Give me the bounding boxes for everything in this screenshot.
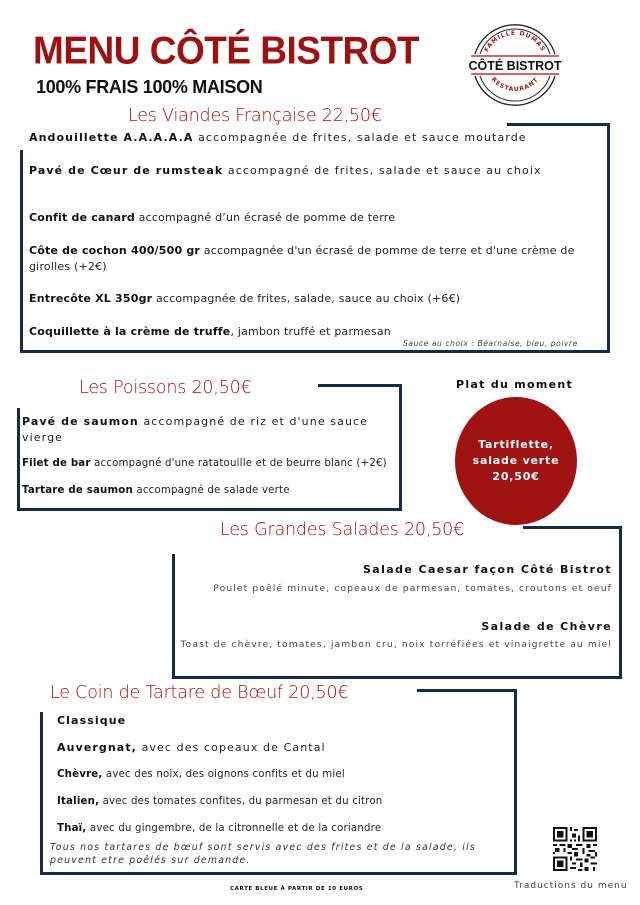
menu-item-rumsteak: Pavé de Cœur de rumsteak accompagné de frites, salade et sauce au choix	[29, 164, 542, 177]
logo-name: CÔTÉ BISTROT	[468, 59, 562, 73]
tartare-italien: Italien, avec des tomates confites, du parmesan et du citron	[57, 796, 383, 807]
payment-note: CARTE BLEUE À PARTIR DE 10 EUROS	[230, 886, 364, 892]
plat-du-moment-price: 20,50€	[492, 470, 540, 483]
plat-du-moment-label: Plat du moment	[456, 378, 574, 391]
viandes-section-title: Les Viandes Française 22,50€	[128, 106, 382, 126]
plat-du-moment-badge	[455, 397, 577, 525]
tartare-thai: Thaï, avec du gingembre, de la citronnelle et de la coriandre	[57, 823, 382, 834]
poissons-frame-top	[318, 384, 402, 387]
poissons-section-title: Les Poissons 20,50€	[79, 378, 252, 398]
plat-du-moment-line1: Tartiflette,	[478, 438, 554, 451]
poissons-frame-right	[399, 384, 402, 510]
tartare-frame-left	[40, 712, 43, 874]
menu-subtitle: 100% FRAIS 100% MAISON	[36, 77, 263, 97]
tartare-classique: Classique	[57, 714, 127, 727]
viandes-frame-top	[507, 123, 609, 126]
viandes-frame-left	[20, 150, 23, 352]
poissons-frame-bottom	[17, 508, 402, 511]
menu-item-cote-cochon: Côte de cochon 400/500 gr accompagnée d'un écrasé de pomme de terre et d'une crème de girolles (+2€)	[29, 244, 575, 273]
sauce-note: Sauce au choix : Béarnaise, bleu, poivre	[403, 339, 578, 348]
svg-text:RESTAURANT	[490, 76, 540, 93]
salade-caesar-desc: Poulet poêlé minute, copeaux de parmesan, tomates, croutons et oeuf	[213, 583, 612, 594]
menu-item-pave-saumon: Pavé de saumon accompagné de riz et d'une sauce vierge	[22, 415, 369, 444]
viandes-frame-bottom	[20, 350, 610, 353]
viandes-frame-right	[607, 123, 610, 352]
qr-code-label: Traductions du menu	[514, 881, 628, 891]
poissons-frame-left	[17, 408, 20, 510]
salades-frame-left	[172, 554, 175, 678]
menu-item-filet-bar: Filet de bar accompagné d'une ratatouille et de beurre blanc (+2€)	[22, 458, 387, 469]
tartare-frame-top	[417, 689, 517, 692]
plat-du-moment-line2: salade verte	[472, 454, 560, 467]
qr-code-icon[interactable]	[553, 827, 597, 871]
restaurant-logo	[465, 14, 565, 114]
menu-title: MENU CÔTÉ BISTROT	[33, 28, 420, 72]
tartare-section-title: Le Coin de Tartare de Bœuf 20,50€	[50, 683, 349, 703]
salades-frame-right	[619, 526, 622, 678]
tartare-chevre: Chèvre, avec des noix, des oignons confits et du miel	[57, 769, 345, 780]
tartare-frame-bottom	[40, 872, 517, 875]
salade-chevre-name: Salade de Chèvre	[481, 620, 612, 633]
salade-chevre-desc: Toast de chèvre, tomates, jambon cru, noix torréfiées et vinaigrette au miel	[180, 639, 612, 650]
menu-item-coquillette: Coquillette à la crème de truffe, jambon truffé et parmesan	[29, 325, 391, 338]
salades-frame-bottom	[172, 676, 622, 679]
salades-frame-top	[523, 526, 622, 529]
menu-item-confit-canard: Confit de canard accompagné d’un écrasé de pomme de terre	[29, 211, 396, 224]
menu-item-andouillette: Andouillette A.A.A.A.A accompagnée de frites, salade et sauce moutarde	[29, 131, 527, 144]
svg-text:FAMILLE DUMAS	[483, 30, 546, 53]
salade-caesar-name: Salade Caesar façon Côté Bistrot	[362, 563, 612, 576]
tartare-frame-right	[514, 689, 517, 874]
menu-item-tartare-saumon: Tartare de saumon accompagné de salade verte	[22, 485, 290, 496]
logo-bottom-arc: RESTAURANT	[489, 76, 541, 94]
tartare-auvergnat: Auvergnat, avec des copeaux de Cantal	[57, 741, 326, 754]
menu-item-entrecote: Entrecôte XL 350gr accompagnée de frites, salade, sauce au choix (+6€)	[29, 292, 461, 305]
tartare-note: Tous nos tartares de bœuf sont servis avec des frites et de la salade, ils peuvent etre poêlés sur demande.	[50, 842, 476, 866]
logo-top-arc: FAMILLE DUMAS	[483, 29, 547, 54]
salades-section-title: Les Grandes Salades 20,50€	[220, 520, 465, 540]
